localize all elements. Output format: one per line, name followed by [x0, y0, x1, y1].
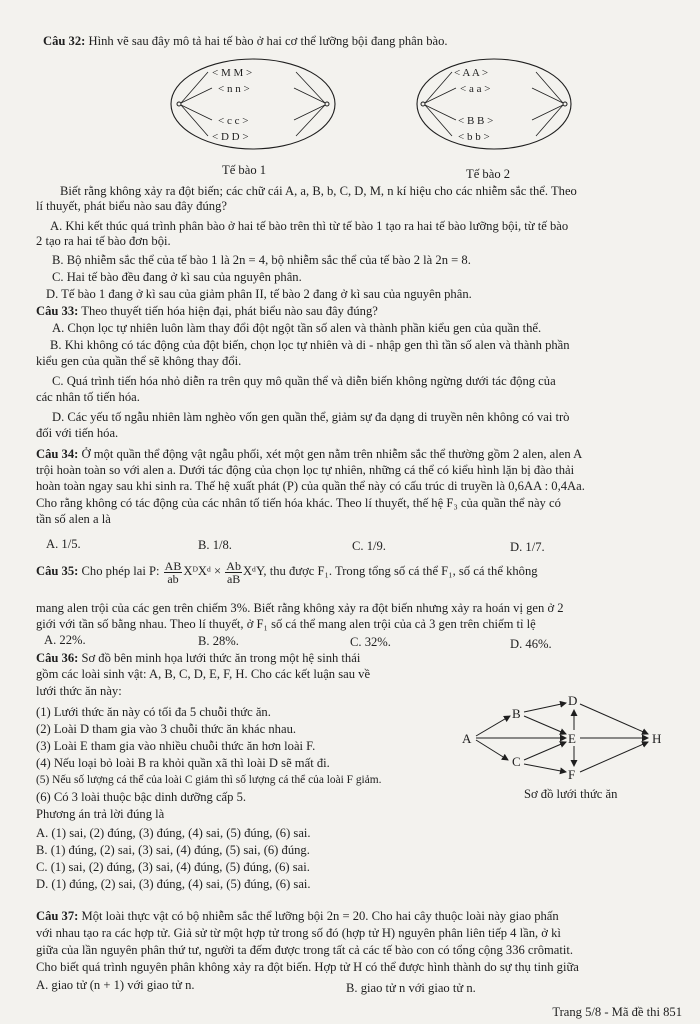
c2r-chromosome-pair: < A A >: [454, 67, 489, 79]
q36-stem-3: lưới thức ăn này:: [36, 684, 122, 698]
q36-statement-1: (1) Lưới thức ăn này có tối đa 5 chuỗi thức ăn.: [36, 705, 271, 719]
q36-option-b: B. (1) đúng, (2) sai, (3) sai, (4) đúng, (5) sai, (6) đúng.: [36, 843, 310, 857]
cell-1-caption: Tế bào 1: [222, 163, 267, 177]
c1r-chromosome-pair: < D D >: [212, 131, 249, 143]
q34-stem-3: hoàn toàn ngay sau khi sinh ra. Thế hệ xuất phát (P) của quần thể này có cấu trúc di truyền là 0,6AA : 0,4Aa.: [36, 479, 585, 493]
c2r-chromosome-pair: < b b >: [458, 131, 490, 143]
q32-intro-1: Biết rằng không xảy ra đột biến; các chữ cái A, a, B, b, C, D, M, n kí hiệu cho các nhiễm sắc thể. Theo: [60, 184, 577, 198]
q36-stem-1: Câu 36: Sơ đồ bên minh họa lưới thức ăn trong một hệ sinh thái: [36, 651, 361, 665]
q32-number: Câu 32:: [43, 34, 86, 48]
genotype-fraction-1: $\frac{AB}{ab}$: [164, 558, 182, 586]
q35-option-d: D. 46%.: [510, 637, 552, 651]
q32-option-a-1: A. Khi kết thúc quá trình phân bào ở hai tế bào trên thì từ tế bào 1 tạo ra hai tế bào lưỡng bội, từ tế bào: [50, 219, 569, 233]
q36-statement-2: (2) Loài D tham gia vào 3 chuỗi thức ăn khác nhau.: [36, 722, 297, 736]
genotype-fraction-2: $\frac{Ab}{aB}$: [226, 558, 241, 586]
q33-option-c-1: C. Quá trình tiến hóa nhỏ diễn ra trên quy mô quần thể và diễn biến không ngừng dưới tác động của: [52, 374, 556, 388]
c1r-chromosome-pair: < c c >: [218, 115, 249, 127]
q36-statement-6: (6) Có 3 loài thuộc bậc dinh dưỡng cấp 5.: [36, 790, 247, 804]
q35-stem-1: Câu 35: Cho phép lai P: $\frac{AB}{ab}$ XᴰXᵈ × $\frac{Ab}{aB}$ XᵈY, thu được F₁. Trong tổng số cá thể F₁, số cá thể không: [36, 558, 538, 586]
q37-option-a: A. giao tử (n + 1) với giao tử n.: [36, 978, 195, 992]
q34-option-d: D. 1/7.: [510, 540, 545, 554]
q36-option-a: A. (1) sai, (2) đúng, (3) đúng, (4) sai, (5) đúng, (6) sai.: [36, 826, 311, 840]
c2r-chromosome-pair: < a a >: [460, 83, 491, 95]
food-web-node-h: H: [652, 731, 662, 746]
cell-2-diagram: [414, 58, 574, 162]
q36-option-c: C. (1) sai, (2) đúng, (3) sai, (4) đúng, (5) đúng, (6) sai.: [36, 860, 310, 874]
q36-statement-3: (3) Loài E tham gia vào nhiều chuỗi thức ăn hơn loài F.: [36, 739, 316, 753]
c1r-chromosome-pair: < M M >: [212, 67, 253, 79]
q33-stem: Câu 33: Theo thuyết tiến hóa hiện đại, phát biểu nào sau đây đúng?: [36, 304, 378, 318]
q36-statement-5: (5) Nếu số lượng cá thể của loài C giảm thì số lượng cá thể của loài F giảm.: [36, 774, 382, 786]
q33-option-c-2: các nhân tố tiến hóa.: [36, 390, 140, 404]
q36-prompt: Phương án trả lời đúng là: [36, 807, 165, 821]
q37-stem-3: giữa của lần nguyên phân thứ tư, người ta đếm được trong tất cả các tế bào con có tổng cộng 336 crômatit.: [36, 943, 574, 957]
q35-option-c: C. 32%.: [350, 635, 391, 649]
q32-option-d: D. Tế bào 1 đang ở kì sau của giảm phân II, tế bào 2 đang ở kì sau của nguyên phân.: [46, 287, 472, 301]
q37-stem-2: với nhau tạo ra các hợp tử. Giả sử từ một hợp tử trong số đó (hợp tử H) nguyên phân liên tiếp 4 lần, ở kì: [36, 926, 561, 940]
q35-option-b: B. 28%.: [198, 634, 239, 648]
q33-option-a: A. Chọn lọc tự nhiên luôn làm thay đổi đột ngột tần số alen và thành phần kiểu gen của quần thể.: [52, 321, 542, 335]
q33-option-d-2: đối với tiến hóa.: [36, 426, 119, 440]
q34-option-b: B. 1/8.: [198, 538, 232, 552]
q33-option-b-2: kiểu gen của quần thể sẽ không thay đổi.: [36, 354, 242, 368]
q32-option-c: C. Hai tế bào đều đang ở kì sau của nguyên phân.: [52, 270, 302, 284]
food-web-node-c: C: [512, 754, 521, 769]
q32-intro-2: lí thuyết, phát biểu nào sau đây đúng?: [36, 199, 227, 213]
c2r-chromosome-pair: < B B >: [458, 115, 494, 127]
q37-option-b: B. giao tử n với giao tử n.: [346, 981, 476, 995]
q36-statement-4: (4) Nếu loại bỏ loài B ra khỏi quần xã thì loài D sẽ mất đi.: [36, 756, 330, 770]
q37-stem-1: Câu 37: Một loài thực vật có bộ nhiễm sắc thể lưỡng bội 2n = 20. Cho hai cây thuộc loài này giao phấn: [36, 909, 559, 923]
q33-option-d-1: D. Các yếu tố ngẫu nhiên làm nghèo vốn gen quần thể, giảm sự đa dạng di truyền nên không có vai trò: [52, 410, 570, 424]
food-web-node-b: B: [512, 706, 521, 721]
q32-option-b: B. Bộ nhiễm sắc thể của tế bào 1 là 2n = 4, bộ nhiễm sắc thể của tế bào 2 là 2n = 8.: [52, 253, 471, 267]
q35-option-a: A. 22%.: [44, 633, 86, 647]
food-web-caption: Sơ đồ lưới thức ăn: [524, 787, 618, 801]
food-web-node-f: F: [568, 767, 576, 782]
q35-stem-2: mang alen trội của các gen trên chiếm 3%. Biết rằng không xảy ra đột biến nhưng xảy ra hoán vị gen ở 2: [36, 601, 564, 615]
q36-option-d: D. (1) đúng, (2) sai, (3) đúng, (4) sai, (5) đúng, (6) sai.: [36, 877, 311, 891]
food-web-node-d: D: [568, 693, 578, 708]
q37-stem-4: Cho biết quá trình nguyên phân không xảy ra đột biến. Hợp tử H có thể được hình thành do sự thụ tinh giữa: [36, 960, 579, 974]
q33-option-b-1: B. Khi không có tác động của đột biến, chọn lọc tự nhiên và di - nhập gen thì tần số alen và thành phần: [50, 338, 570, 352]
q34-option-a: A. 1/5.: [46, 537, 81, 551]
cell-1-diagram: [168, 58, 338, 162]
q34-stem-5: tần số alen a là: [36, 512, 111, 526]
q32-stem: Câu 32: Hình vẽ sau đây mô tả hai tế bào ở hai cơ thể lưỡng bội đang phân bào.: [43, 34, 448, 48]
page-footer: Trang 5/8 - Mã đề thi 851: [552, 1005, 682, 1019]
q34-option-c: C. 1/9.: [352, 539, 386, 553]
q34-stem-2: trội hoàn toàn so với alen a. Dưới tác động của chọn lọc tự nhiên, những cá thể có kiểu hình lặn bị đào thải: [36, 463, 575, 477]
food-web-node-a: A: [462, 731, 472, 746]
q34-stem-1: Câu 34: Ở một quần thể động vật ngẫu phối, xét một gen nằm trên nhiễm sắc thể thường gồm 2 alen, alen A: [36, 447, 583, 461]
food-web-diagram: [456, 690, 688, 782]
q35-stem-3: giới với tần số bằng nhau. Theo lí thuyết, ở F₁ số cá thể mang alen trội của cả 3 gen trên chiếm tỉ lệ: [36, 617, 536, 631]
food-web-node-e: E: [568, 731, 576, 746]
cell-2-caption: Tế bào 2: [466, 167, 511, 181]
q32-option-a-2: 2 tạo ra hai tế bào đơn bội.: [36, 234, 171, 248]
q36-stem-2: gồm các loài sinh vật: A, B, C, D, E, F, H. Cho các kết luận sau về: [36, 667, 371, 681]
q34-stem-4: Cho rằng không có tác động của các nhân tố tiến hóa khác. Theo lí thuyết, thế hệ F₃ của quần thể này có: [36, 496, 561, 510]
c1r-chromosome-pair: < n n >: [218, 83, 250, 95]
